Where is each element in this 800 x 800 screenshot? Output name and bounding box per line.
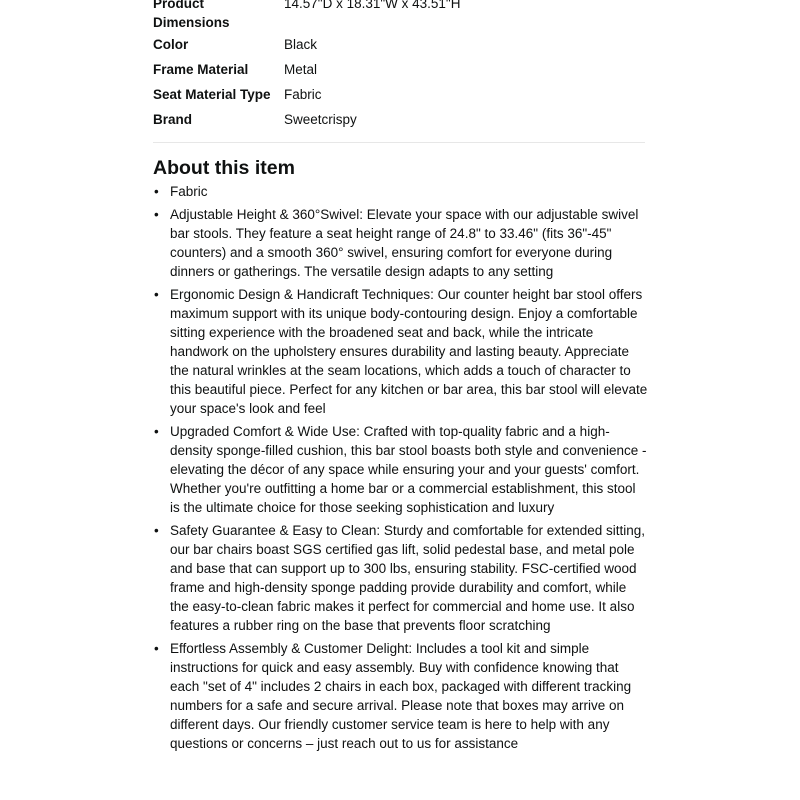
bullet-icon: • xyxy=(154,424,159,439)
spec-label: Frame Material xyxy=(153,62,249,77)
list-item-text: Upgraded Comfort & Wide Use: Crafted with top-quality fabric and a high-density sponge-filled cushion, this bar stool boasts both style and convenience - elevating the décor of any space while ensuring your and your guests' comfort. Whether you're outfitting a home bar or a commercial establishment, this stool is the ultimate choice for those seeking sophistication and luxury xyxy=(170,424,647,515)
spec-row-frame-material xyxy=(153,60,645,79)
spec-value: Metal xyxy=(284,62,318,77)
list-item xyxy=(153,205,648,281)
spec-row-dimensions xyxy=(153,0,645,32)
bullet-icon: • xyxy=(154,523,159,538)
list-item xyxy=(153,422,648,517)
list-item xyxy=(153,182,648,201)
product-specs-table xyxy=(153,0,645,135)
list-item-text: Safety Guarantee & Easy to Clean: Sturdy and comfortable for extended sitting, our bar chairs boast SGS certified gas lift, solid pedestal base, and metal pole and base that can support up to 300 lbs, ensuring stability. FSC-certified wood frame and high-density sponge padding provide durability and comfort, while the easy-to-clean fabric makes it perfect for commercial and home use. It also features a rubber ring on the base that prevents floor scratching xyxy=(170,523,646,633)
spec-label: Brand xyxy=(153,112,193,127)
spec-row-color xyxy=(153,35,645,54)
list-item xyxy=(153,639,648,753)
spec-value: Sweetcrispy xyxy=(284,112,357,127)
list-item-text: Effortless Assembly & Customer Delight: Includes a tool kit and simple instructions for quick and easy assembly. Buy with confidence knowing that each "set of 4" includes 2 chairs in each box, packaged with different tracking numbers for a safe and secure arrival. Please note that boxes may arrive on different days. Our friendly customer service team is here to help with any questions or concerns – just reach out to us for assistance xyxy=(170,641,632,751)
spec-label: Color xyxy=(153,37,189,52)
list-item xyxy=(153,521,648,635)
spec-row-seat-material xyxy=(153,85,645,104)
list-item-text: Fabric xyxy=(170,184,208,199)
spec-label: Product Dimensions xyxy=(153,0,230,30)
spec-label: Seat Material Type xyxy=(153,87,271,102)
spec-value: Fabric xyxy=(284,87,322,102)
bullet-icon: • xyxy=(154,184,159,199)
list-item-text: Adjustable Height & 360°Swivel: Elevate your space with our adjustable swivel bar stools. They feature a seat height range of 24.8" to 33.46" (fits 36"-45" counters) and a smooth 360° swivel, ensuring comfort for everyone during dinners or gatherings. The versatile design adapts to any setting xyxy=(170,207,639,279)
bullet-icon: • xyxy=(154,287,159,302)
bullet-icon: • xyxy=(154,207,159,222)
section-divider xyxy=(153,142,645,143)
about-bullet-list xyxy=(153,182,648,757)
spec-value: Black xyxy=(284,37,318,52)
spec-row-brand xyxy=(153,110,645,129)
list-item-text: Ergonomic Design & Handicraft Techniques: Our counter height bar stool offers maximum support with its unique body-contouring design. Enjoy a comfortable sitting experience with the broadened seat and back, while the intricate handwork on the upholstery ensures durability and lasting beauty. Appreciate the natural wrinkles at the seam locations, which adds a touch of character to this beautiful piece. Perfect for any kitchen or bar area, this bar stool will elevate your space's look and feel xyxy=(170,287,648,416)
spec-value: 14.57"D x 18.31"W x 43.51"H xyxy=(284,0,461,11)
list-item xyxy=(153,285,648,418)
bullet-icon: • xyxy=(154,641,159,656)
about-section-title: About this item xyxy=(153,157,295,179)
